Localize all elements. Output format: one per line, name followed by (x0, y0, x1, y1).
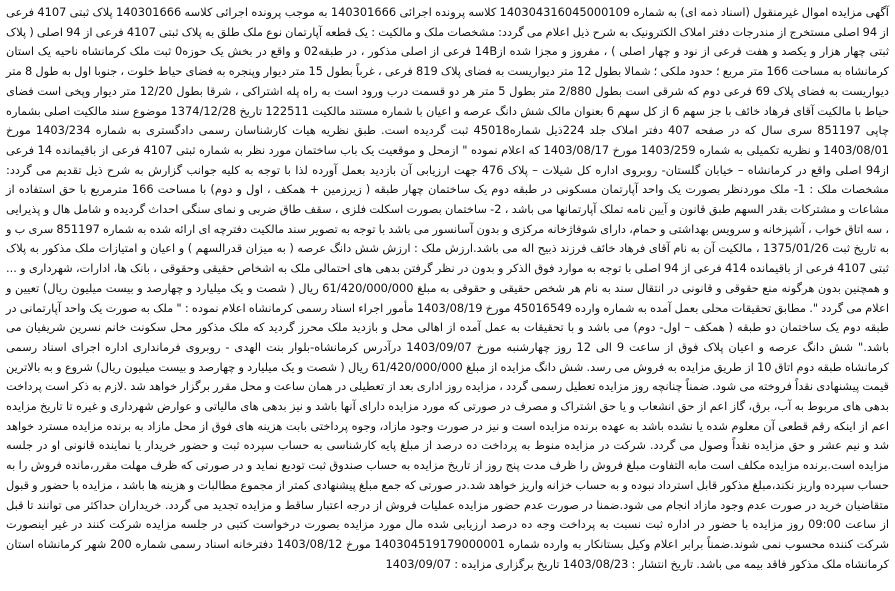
auction-notice-text: آگهی مزایده اموال غیرمنقول (اسناد ذمه ای) به شماره 140304316045000109 کلاسه پرونده اجرائی 140301666 به موجب پرونده اجرائی کلاسه 140301666 پلاک ثبتی 4107 فرعی از 94 اصلی مستخرج از مندرجات دفتر املاک الکترونیک به شرح ذیل اعلام می گردد: مشخصات ملک و مالکیت : یک قطعه آپارتمان نوع ملک طلق به پلاک ثبتی 4107 فرعی از 94 اصلی ( پلاک ثبتی چهار هزار و یکصد و هفت فرعی از نود و چهار اصلی ) ، مفروز و مجزا شده از14B فرعی از اصلی مذکور ، در طبقه02 و واقع در بخش یک حوزه0 ثبت ملک کرمانشاه ناحیه یک استان کرمانشاه به مساحت 166 متر مربع ؛ حدود ملکی ؛ شمالا بطول 12 متر دیواریست به فضای پلاک 819 فرعی ، غرباً بطول 15 متر دیوار وپنجره به فضای حیاط خلوت ، جنوبا اول به طول 8 متر دیواریست به فضای پلاک 69 فرعی دوم که شرقی است بطول 2/880 متر بطول 5 متر هر دو قسمت درب ورود است به راه پله اشتراکی ، شرقا بطول 12/20 متر دیوار وپخی است فضای حیاط با مالکیت آقای فرهاد خائف با جز سهم 6 از کل سهم 6 بعنوان مالک شش دانگ عرصه و اعیان با شماره مستند مالکیت 122511 تاریخ 1374/12/28 موضوع سند مالکیت اصلی بشماره چاپی 851197 سری سال که در صفحه 407 دفتر املاک جلد 224ذیل شماره45018 ثبت گردیده است. طبق نظریه هیات کارشناسان رسمی دادگستری به شماره 1403/234 مورخ 1403/08/01 و نظریه تکمیلی به شماره 1403/259 مورخ 1403/08/17 که اعلام نموده " ازمحل و موقعیت یک باب ساختمان مورد نظر به شماره ثبتی 4107 فرعی از باقیمانده 14 فرعی از94 اصلی واقع در کرمانشاه – خیابان گلستان- روبروی اداره کل شیلات – پلاک 476 جهت ارزیابی آن بازدید بعمل آورده لذا با توجه به کلیه جوانب گزارش به شرح ذیل تقدیم می گردد: مشخصات ملک : 1- ملک موردنظر بصورت یک واحد آپارتمان مسکونی در طبقه دوم یک ساختمان چهار طبقه ( زیرزمین + همکف ، اول و دوم) با مساحت 166 مترمربع با حق استفاده از مشاعات و مشترکات بقدر السهم طبق قانون و آیین نامه تملک آپارتمانها می باشد ، 2- ساختمان بصورت اسکلت فلزی ، سقف طاق ضربی و نمای سنگی احداث گردیده و شامل هال و پذیرایی ، سه اتاق خواب ، آشپزخانه و سرویس بهداشتی و حمام، دارای شوفاژخانه مرکزی و بدون آسانسور می باشد با توجه به تصویر سند مالکیت دفترچه ای ارائه شده به شماره 851197 سری ب و به تاریخ ثبت 1375/01/26 ، مالکیت آن به نام آقای فرهاد خائف فرزند ذبیح اله می باشد.ارزش ملک : ارزش شش دانگ عرصه ( به میزان قدرالسهم ) و اعیان و امتیازات ملک مذکور به پلاک ثبتی 4107 فرعی از باقیمانده 414 فرعی از 94 اصلی با توجه به موارد فوق الذکر و بدون در نظر گرفتن بدهی های احتمالی ملک به اشخاص حقیقی وحقوقی ، بانک ها، ادارات، شهرداری و ... و همچنین بدون هرگونه منع حقوقی و قانونی در انتقال سند به نام هر شخص حقیقی و حقوقی به مبلغ 61/420/000/000 ریال ( شصت و یک میلیارد و چهارصد و بیست میلیون ریال) تعیین و اعلام می گردد ". مطابق تحقیقات محلی بعمل آمده به شماره وارده 45016549 مورخ 1403/08/19 مأمور اجراء اسناد رسمی کرمانشاه اعلام نموده : " ملک به صورت یک واحد آپارتمانی در طبقه دوم یک ساختمان دو طبقه ( همکف – اول- دوم) می باشد و با تحقیقات به عمل آمده از اهالی محل و بازدید ملک محرز گردید که ملک مذکور محل سکونت خانم نسرین شریفیان می باشد." شش دانگ عرصه و اعیان پلاک فوق از ساعت 9 الی 12 روز چهارشنبه مورخ 1403/09/07 درآدرس کرمانشاه-بلوار بنت الهدی - روبروی فرمانداری اداره اجرای اسناد رسمی کرمانشاه طبقه دوم اتاق 10 از طریق مزایده به فروش می رسد. شش دانگ مزایده از مبلغ 61/420/000/000 ریال ( شصت و یک میلیارد و چهارصد و بیست میلیون ریال) شروع و به بالاترین قیمت پیشنهادی نقداً فروخته می شود. ضمناً چنانچه روز مزایده تعطیل رسمی گردد ، مزایده روز اداری بعد از تعطیلی در همان ساعت و محل مقرر برگزار خواهد شد .لازم به ذکر است پرداخت بدهی های مربوط به آب، برق، گاز اعم از حق انشعاب و یا حق اشتراک و مصرف در صورتی که مورد مزایده دارای آنها باشد و نیز بدهی های مالیاتی و عوارض شهرداری و غیره تا تاریخ مزایده اعم از اینکه رقم قطعی آن معلوم شده یا نشده باشد به عهده برنده مزایده است و نیز در صورت وجود مازاد، وجوه پرداختی بابت هزینه های فوق از محل مازاد به برنده مزایده مسترد خواهد شد و نیم عشر و حق مزایده نقداً وصول می گردد. شرکت در مزایده منوط به پرداخت ده درصد از مبلغ پایه کارشناسی به حساب سپرده ثبت و حضور خریدار یا نماینده قانونی او در جلسه مزایده است.برنده مزایده مکلف است مابه التفاوت مبلغ فروش را ظرف مدت پنج روز از تاریخ مزایده به حساب صندوق ثبت تودیع نماید و در صورتی که ظرف مهلت مقرر،مانده فروش را به حساب سپرده واریز نکند،مبلغ مذکور قابل استرداد نبوده و به حساب خزانه واریز خواهد شد.در صورتی که جمع مبلغ پیشنهادی کمتر از مجموع مطالبات و هزینه ها باشد ، مزایده با حضور و قبول متقاضیان خرید در صورت عدم وجود مازاد انجام می شود.ضمنا در صورت عدم حضور مزایده عملیات فروش از درجه اعتبار ساقط و مزایده تجدید می گردد. خریداران حداکثر می توانند تا قبل از ساعت 09:00 روز مزایده با حضور در اداره ثبت نسبت به پرداخت وجه ده درصد ارزیابی شده مال مورد مزایده بصورت درخواست کتبی در جلسه مزایده شرکت کنند در غیر اینصورت شرکت کننده محسوب نمی شوند.ضمناً برابر اعلام وکیل بستانکار به وارده شماره 140304519179000001 مورخ 1403/08/12 دفترخانه اسناد رسمی شماره 200 شهر کرمانشاه استان کرمانشاه ملک مذکور فاقد بیمه می باشد. تاریخ انتشار : 1403/08/23 تاریخ برگزاری مزایده : 1403/09/07 (6, 5, 890, 571)
